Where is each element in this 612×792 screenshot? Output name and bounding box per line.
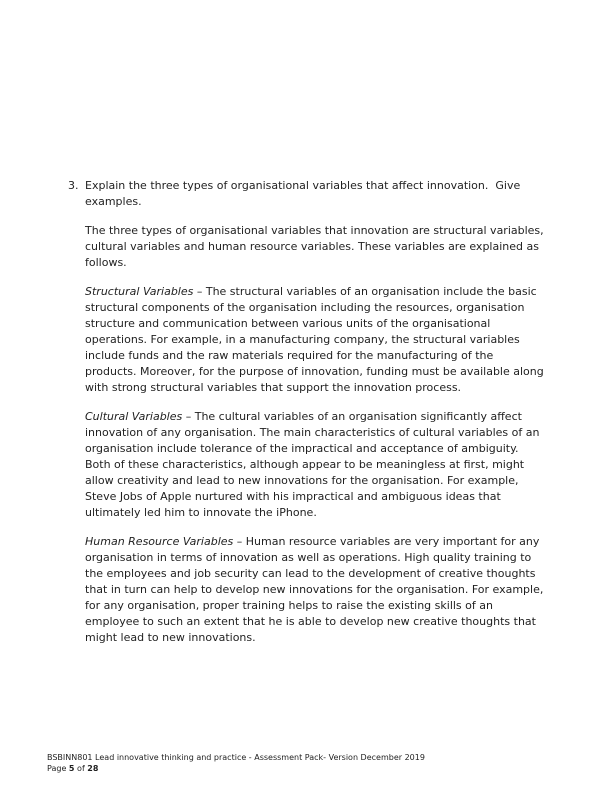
paragraph-cultural-variables bbox=[85, 409, 546, 521]
paragraph-structural-lead: Structural Variables bbox=[85, 285, 194, 298]
question-text: Explain the three types of organisational variables that affect innovation. Give examples. bbox=[85, 179, 524, 208]
question-number: 3. bbox=[68, 179, 79, 192]
paragraph-structural-text: – The structural variables of an organisation include the basic structural components of the organisation including the resources, organisation structure and communication between various units of the organisational operations. For example, in a manufacturing company, the structural variables include funds and the raw materials required for the manufacturing of the products. Moreover, for the purpose of innovation, funding must be available along with strong structural variables that support the innovation process. bbox=[85, 285, 544, 394]
footer-of-word: of bbox=[74, 764, 88, 773]
paragraph-structural-variables bbox=[85, 284, 546, 396]
paragraph-human-resource-lead: Human Resource Variables bbox=[85, 535, 234, 548]
footer-document-title: BSBINN801 Lead innovative thinking and practice - Assessment Pack- Version December 2019 bbox=[47, 753, 425, 762]
question bbox=[68, 178, 546, 210]
paragraph-cultural-lead: Cultural Variables bbox=[85, 410, 183, 423]
paragraph-intro-text: The three types of organisational variables that innovation are structural variables, cultural variables and human resource variables. These variables are explained as follows. bbox=[85, 224, 544, 269]
paragraph-human-resource-text: – Human resource variables are very important for any organisation in terms of innovation as well as operations. High quality training to the employees and job security can lead to the development of creative thoughts that in turn can help to develop new innovations for the organisation. For example, for any organisation, proper training helps to raise the existing skills of an employee to such an extent that he is able to develop new creative thoughts that might lead to new innovations. bbox=[85, 535, 544, 644]
paragraph-intro bbox=[85, 223, 546, 271]
document-content bbox=[68, 178, 546, 646]
paragraph-cultural-text: – The cultural variables of an organisation significantly affect innovation of any organisation. The main characteristics of cultural variables of an organisation include tolerance of the impractical and acceptance of ambiguity. Both of these characteristics, although appear to be meaningless at first, might allow creativity and lead to new innovations for the organisation. For example, Steve Jobs of Apple nurtured with his impractical and ambiguous ideas that ultimately led him to innovate the iPhone. bbox=[85, 410, 540, 519]
page-footer bbox=[47, 752, 572, 774]
footer-page-number: 5 bbox=[68, 764, 75, 773]
footer-page-word: Page bbox=[47, 764, 69, 773]
paragraph-human-resource-variables bbox=[85, 534, 546, 646]
footer-page-total: 28 bbox=[87, 764, 99, 773]
footer-page-indicator bbox=[47, 763, 572, 774]
